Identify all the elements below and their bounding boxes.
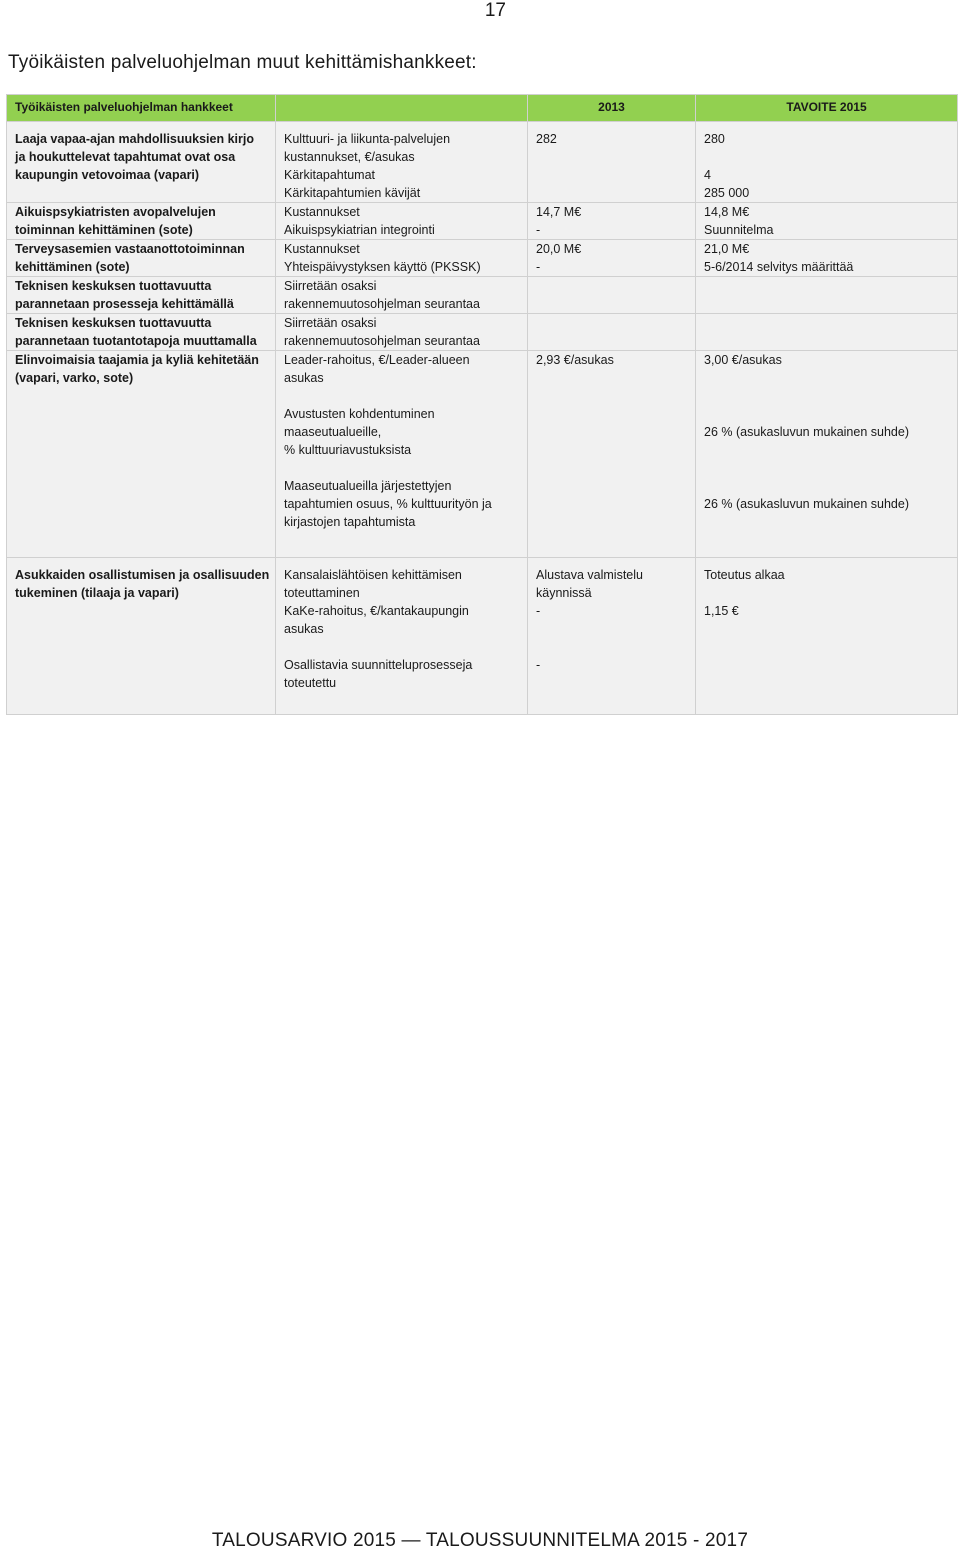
cell-line: kehittäminen (sote) bbox=[15, 260, 130, 274]
cell-line: kaupungin vetovoimaa (vapari) bbox=[15, 168, 200, 182]
project-cell bbox=[7, 277, 276, 314]
cell-line: 26 % (asukasluvun mukainen suhde) bbox=[704, 425, 909, 439]
cell-line bbox=[704, 148, 949, 166]
cell-line bbox=[704, 513, 949, 531]
cell-line: Avustusten kohdentuminen bbox=[284, 407, 435, 421]
cell-line bbox=[704, 674, 949, 692]
measure-cell bbox=[276, 122, 528, 203]
cell-line: - bbox=[536, 223, 541, 237]
cell-line: Aikuispsykiatrian integrointi bbox=[284, 223, 435, 237]
cell-line bbox=[704, 314, 949, 332]
target-2015-cell bbox=[696, 314, 958, 351]
cell-line: Elinvoimaisia taajamia ja kyliä kehitetään bbox=[15, 353, 259, 367]
cell-line bbox=[536, 477, 687, 495]
cell-line: Osallistavia suunnitteluprosesseja bbox=[284, 658, 473, 672]
target-2015-cell bbox=[696, 277, 958, 314]
cell-line bbox=[704, 369, 949, 387]
cell-line: 14,8 M€ bbox=[704, 205, 750, 219]
cell-line bbox=[284, 387, 519, 405]
cell-line: rakennemuutosohjelman seurantaa bbox=[284, 334, 480, 348]
table-row bbox=[7, 558, 958, 715]
cell-line bbox=[704, 477, 949, 495]
header-2013: 2013 bbox=[528, 95, 696, 122]
cell-line bbox=[536, 513, 687, 531]
cell-line bbox=[536, 423, 687, 441]
cell-line: rakennemuutosohjelman seurantaa bbox=[284, 297, 480, 311]
cell-line: kustannukset, €/asukas bbox=[284, 150, 415, 164]
value-2013-cell bbox=[528, 558, 696, 715]
cell-line: toteuttaminen bbox=[284, 586, 360, 600]
cell-line: Teknisen keskuksen tuottavuutta bbox=[15, 279, 212, 293]
cell-line: Terveysasemien vastaanottotoiminnan bbox=[15, 242, 245, 256]
cell-line bbox=[536, 369, 687, 387]
measure-cell bbox=[276, 351, 528, 558]
cell-line: 26 % (asukasluvun mukainen suhde) bbox=[704, 497, 909, 511]
cell-line bbox=[536, 148, 687, 166]
cell-line: kirjastojen tapahtumista bbox=[284, 515, 416, 529]
value-2013-cell bbox=[528, 122, 696, 203]
cell-line bbox=[536, 387, 687, 405]
cell-line: 21,0 M€ bbox=[704, 242, 750, 256]
measure-cell bbox=[276, 314, 528, 351]
cell-line: 285 000 bbox=[704, 186, 750, 200]
cell-line: Siirretään osaksi bbox=[284, 316, 377, 330]
cell-line bbox=[536, 620, 687, 638]
cell-line: asukas bbox=[284, 371, 324, 385]
cell-line bbox=[536, 166, 687, 184]
target-2015-cell bbox=[696, 122, 958, 203]
cell-line: (vapari, varko, sote) bbox=[15, 371, 134, 385]
measure-cell bbox=[276, 203, 528, 240]
cell-line: 20,0 M€ bbox=[536, 242, 582, 256]
cell-line bbox=[536, 674, 687, 692]
cell-line: 282 bbox=[536, 132, 557, 146]
cell-line: - bbox=[536, 604, 541, 618]
cell-line: Kärkitapahtumien kävijät bbox=[284, 186, 421, 200]
cell-line: - bbox=[536, 260, 541, 274]
header-target-2015: TAVOITE 2015 bbox=[696, 95, 958, 122]
table-row bbox=[7, 351, 958, 558]
table-row bbox=[7, 277, 958, 314]
project-cell bbox=[7, 122, 276, 203]
cell-line: 2,93 €/asukas bbox=[536, 353, 614, 367]
cell-line: Maaseutualueilla järjestettyjen bbox=[284, 479, 452, 493]
cell-line bbox=[536, 638, 687, 656]
cell-line: Asukkaiden osallistumisen ja osallisuuden bbox=[15, 568, 270, 582]
cell-line: Leader-rahoitus, €/Leader-alueen bbox=[284, 353, 470, 367]
page-footer: TALOUSARVIO 2015 — TALOUSSUUNNITELMA 2015 - 2017 bbox=[211, 1530, 749, 1551]
cell-line bbox=[536, 314, 687, 332]
projects-table bbox=[6, 94, 958, 715]
cell-line bbox=[536, 184, 687, 202]
cell-line: Toteutus alkaa bbox=[704, 568, 785, 582]
header-project: Työikäisten palveluohjelman hankkeet bbox=[7, 95, 276, 122]
cell-line: Suunnitelma bbox=[704, 223, 774, 237]
target-2015-cell bbox=[696, 351, 958, 558]
target-2015-cell bbox=[696, 240, 958, 277]
value-2013-cell bbox=[528, 203, 696, 240]
cell-line: tapahtumien osuus, % kulttuurityön ja bbox=[284, 497, 492, 511]
cell-line bbox=[536, 277, 687, 295]
measure-cell bbox=[276, 558, 528, 715]
value-2013-cell bbox=[528, 314, 696, 351]
cell-line: maaseutualueille, bbox=[284, 425, 382, 439]
cell-line: 5-6/2014 selvitys määrittää bbox=[704, 260, 854, 274]
cell-line: toteutettu bbox=[284, 676, 337, 690]
value-2013-cell bbox=[528, 277, 696, 314]
cell-line: Alustava valmistelu bbox=[536, 568, 643, 582]
cell-line: 280 bbox=[704, 132, 725, 146]
cell-line: 3,00 €/asukas bbox=[704, 353, 782, 367]
value-2013-cell bbox=[528, 240, 696, 277]
cell-line bbox=[704, 459, 949, 477]
cell-line bbox=[536, 459, 687, 477]
cell-line bbox=[536, 441, 687, 459]
target-2015-cell bbox=[696, 203, 958, 240]
project-cell bbox=[7, 240, 276, 277]
cell-line: 4 bbox=[704, 168, 711, 182]
cell-line: Siirretään osaksi bbox=[284, 279, 377, 293]
target-2015-cell bbox=[696, 558, 958, 715]
cell-line bbox=[284, 638, 519, 656]
cell-line: 14,7 M€ bbox=[536, 205, 582, 219]
project-cell bbox=[7, 314, 276, 351]
table-row bbox=[7, 122, 958, 203]
cell-line: Yhteispäivystyksen käyttö (PKSSK) bbox=[284, 260, 481, 274]
cell-line: Kustannukset bbox=[284, 205, 360, 219]
table-header-row bbox=[7, 95, 958, 122]
cell-line: toiminnan kehittäminen (sote) bbox=[15, 223, 193, 237]
cell-line: Teknisen keskuksen tuottavuutta bbox=[15, 316, 212, 330]
project-cell bbox=[7, 558, 276, 715]
project-cell bbox=[7, 351, 276, 558]
cell-line: 1,15 € bbox=[704, 604, 739, 618]
table-row bbox=[7, 314, 958, 351]
cell-line: Kärkitapahtumat bbox=[284, 168, 376, 182]
table-body bbox=[7, 122, 958, 715]
cell-line bbox=[536, 495, 687, 513]
cell-line: Laaja vapaa-ajan mahdollisuuksien kirjo bbox=[15, 132, 254, 146]
cell-line bbox=[536, 405, 687, 423]
measure-cell bbox=[276, 240, 528, 277]
cell-line: parannetaan tuotantotapoja muuttamalla bbox=[15, 334, 257, 348]
cell-line: KaKe-rahoitus, €/kantakaupungin bbox=[284, 604, 469, 618]
section-title: Työikäisten palveluohjelman muut kehittämishankkeet: bbox=[8, 52, 477, 73]
cell-line bbox=[704, 405, 949, 423]
cell-line bbox=[704, 584, 949, 602]
header-measure bbox=[276, 95, 528, 122]
cell-line: Aikuispsykiatristen avopalvelujen bbox=[15, 205, 216, 219]
cell-line: käynnissä bbox=[536, 586, 592, 600]
cell-line bbox=[704, 620, 949, 638]
table-row bbox=[7, 240, 958, 277]
project-cell bbox=[7, 203, 276, 240]
cell-line: Kulttuuri- ja liikunta-palvelujen bbox=[284, 132, 451, 146]
cell-line: asukas bbox=[284, 622, 324, 636]
cell-line bbox=[704, 656, 949, 674]
cell-line: parannetaan prosesseja kehittämällä bbox=[15, 297, 234, 311]
page-number: 17 bbox=[484, 0, 506, 21]
cell-line bbox=[704, 387, 949, 405]
cell-line: tukeminen (tilaaja ja vapari) bbox=[15, 586, 179, 600]
cell-line: ja houkuttelevat tapahtumat ovat osa bbox=[15, 150, 236, 164]
cell-line bbox=[704, 441, 949, 459]
measure-cell bbox=[276, 277, 528, 314]
cell-line bbox=[704, 638, 949, 656]
table-row bbox=[7, 203, 958, 240]
cell-line bbox=[284, 459, 519, 477]
cell-line: Kustannukset bbox=[284, 242, 360, 256]
cell-line: % kulttuuriavustuksista bbox=[284, 443, 412, 457]
cell-line: - bbox=[536, 658, 541, 672]
value-2013-cell bbox=[528, 351, 696, 558]
cell-line: Kansalaislähtöisen kehittämisen bbox=[284, 568, 462, 582]
cell-line bbox=[704, 277, 949, 295]
